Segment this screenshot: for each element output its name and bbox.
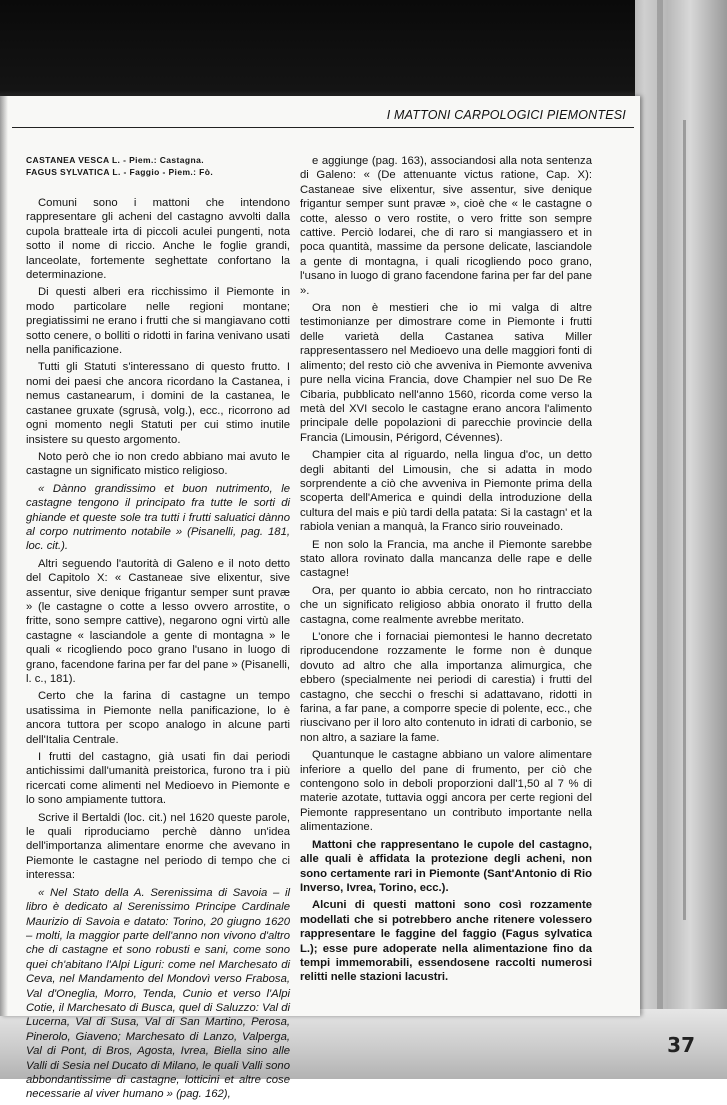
left-column <box>26 154 290 1105</box>
scan-border-right <box>635 0 727 1079</box>
page-number: 37 <box>667 1033 695 1057</box>
paragraph: e aggiunge (pag. 163), associandosi alla nota sentenza di Galeno: « (De attenuante victus ratione, Cap. X): Castaneae sive elixentur, sive assentur, sive denique frigantur semper sunt pravæ », cioè che « le castagne o cotte, alesso o vero rostite, o vero fritte son sempre cattive. Perciò lodarei, che di raro si mangiassero et in poca quantità, massime da persone delicate, lasciandole a gente di montagna, i quali ricogliendo poco grano, l'usano in luogo di grano facendone farina per far del pane ». <box>300 155 592 297</box>
paragraph: « Dànno grandissimo et buon nutrimento, le castagne tengono il principato fra tutte le sorti di ghiande et queste sole tra tutti i frutti saluatici dànno al corpo nutrimento notabile » (Pisanelli, pag. 181, loc. cit.). <box>26 482 290 553</box>
page-stack-edge <box>657 0 663 1079</box>
paragraph: L'onore che i fornaciai piemontesi le hanno decretato riproducendone rozzamente le forme non è dunque dovuto ad altro che alla importanza alimurgica, che ebbero (specialmente nei periodi di carestia) i frutti del castagno, che secchi o freschi si adattavano, ridotti in farina, a far pane, a comporre specie di polente, ecc., che riuscivano per il loro alto contenuto in idrati di carbonio, se non altro, a saziare la fame. <box>300 631 592 744</box>
paragraph: Champier cita al riguardo, nella lingua d'oc, un detto degli abitanti del Limousin, che si adatta in modo sorprendente a ciò che avveniva in Piemonte prima della scoperta dell'America e quindi della introduzione della cultura del mais e più tardi della patata: Si la castagn' et la rabiola venian a manquà, la Franco sirio rouveinado. <box>300 449 592 534</box>
species-line: CASTANEA VESCA L. - Piem.: Castagna. <box>26 155 204 165</box>
book-page <box>0 96 640 1101</box>
paragraph: Alcuni di questi mattoni sono così rozzamente modellati che si potrebbero anche ritenere volessero rappresentare le faggine del faggio (Fagus sylvatica L.); esse pure adoperate nella alimentazione fino da tempi immemorabili, essendosene raccolti numerosi relitti nelle stazioni lacustri. <box>300 899 592 984</box>
paragraph: Ora non è mestieri che io mi valga di altre testimonianze per dimostrare come in Piemonte i frutti delle varietà della Castanea sativa Miller rappresentassero nel Medioevo una delle maggiori fonti di alimento; del resto ciò che avveniva in Piemonte avveniva pure nella vicina Francia, dove Champier nel suo De Re Cibaria, pubblicato nell'anno 1560, ricorda come verso la metà del XVI secolo le castagne erano ancora l'alimento principale delle popolazioni di parecchie provincie della Francia (Limousin, Périgord, Cévennes). <box>300 302 592 444</box>
species-heading <box>26 154 290 178</box>
species-line: FAGUS SYLVATICA L. - Faggio - Piem.: Fò. <box>26 167 214 177</box>
paragraph: Scrive il Bertaldi (loc. cit.) nel 1620 queste parole, le quali riproduciamo perchè dànno un'idea dell'importanza alimentare enorme che avevano in Piemonte le castagne nel periodo di tempo che ci interessa: <box>26 811 290 882</box>
paragraph: I frutti del castagno, già usati fin dai periodi antichissimi dall'umanità preistorica, furono tra i più ricercati come alimenti nel Medioevo in Piemonte e lo sono ampiamente tuttora. <box>26 751 290 807</box>
paragraph: E non solo la Francia, ma anche il Piemonte sarebbe stato allora rovinato dalla mancanza delle rape e delle castagne! <box>300 538 592 580</box>
paragraph: Ora, per quanto io abbia cercato, non ho rintracciato che un significato religioso abbia onorato il frutto della castagna, come realmente avrebbe meritato. <box>300 584 592 626</box>
right-column <box>300 154 592 988</box>
paragraph-quote: « Nel Stato della A. Serenissima di Savoia – il libro è dedicato al Serenissimo Principe Cardinale Maurizio di Savoia e datato: Torino, 20 giugno 1620 – molti, la maggior parte dell'anno non vivono d'altro che di castagne et sono robusti e sani, come sono quei ch'abitano l'Alpi Liguri: come nel Marchesato di Ceva, nel Mandamento del Mondovì verso Frabosa, Val d'Oneglia, Morro, Tenda, Cunio et verso l'Alpi Cotie, il Marchesato di Busca, quel di Saluzzo: Val di Lucerna, Val di Susa, Val di San Martino, Perosa, Pinerolo, Giaveno; Marchesato di Lanzo, Valperga, Val di Pont, di Bros, Agosta, Ivrea, Biella sino alle Valli di Sesia nel Ducato di Milano, le quali Valli sono abbondantissime di castagne, lotticini et altre cose necessarie al viver humano » (pag. 162), <box>26 886 290 1101</box>
paragraph: Di questi alberi era ricchissimo il Piemonte in modo particolare nelle regioni montane; pregiatissimi ne erano i frutti che si mangiavano cotti sotto cenere, o bolliti o ridotti in farina venivano usati nella panificazione. <box>26 286 290 357</box>
paragraph: Quantunque le castagne abbiano un valore alimentare inferiore a quello del pane di frumento, per ciò che contengono solo in deboli proporzioni dall'1,50 al 7 % di materie azotate, tuttavia oggi ancora per certe regioni del Piemonte rappresentano un contributo importante nella alimentazione. <box>300 749 592 834</box>
running-head: I MATTONI CARPOLOGICI PIEMONTESI <box>386 108 626 122</box>
paragraph: Comuni sono i mattoni che intendono rappresentare gli acheni del castagno avvolti dalla cupola bratteale irta di piccoli aculei pungenti, nota sotto il nome di riccio. Anche le foglie grandi, lanceolate, fortemente seghettate confortano la determinazione. <box>26 197 290 282</box>
header-rule <box>12 127 634 128</box>
paragraph: Mattoni che rappresentano le cupole del castagno, alle quali è affidata la protezione degli acheni, non sono certamente rari in Piemonte (Sant'Antonio di Rio Inverso, Ivrea, Torino, ecc.). <box>300 838 592 894</box>
paragraph: Certo che la farina di castagne un tempo usatissima in Piemonte nella panificazione, lo è ancora tuttora per scopo analogo in alcune parti dell'Italia Centrale. <box>26 690 290 746</box>
page-stack-edge <box>683 120 686 920</box>
paragraph: Altri seguendo l'autorità di Galeno e il noto detto del Capitolo X: « Castaneae sive elixentur, sive assentur, sive denique frigantur semper sunt pravæ » (le castagne o cotte a lesso ovvero arrostite, o fritte, sono sempre cattive), negarono ogni virtù alle castagne « lasciandole a gente di montagna » le quali « ricogliendo poco grano l'usano in luogo di grano, facendone farina per far del pane » (Pisanelli, l. c., 181). <box>26 557 290 685</box>
paragraph: Tutti gli Statuti s'interessano di questo frutto. I nomi dei paesi che ancora ricordano la Castanea, i nemus castanearum, i domini de la castanea, le castanee gruxate (sgrusà, volg.), ecc., ricorrono ad ogni momento negli Statuti per cui stimo inutile insistere su questo argomento. <box>26 361 290 446</box>
scan-border-top <box>0 0 727 100</box>
paragraph: Noto però che io non credo abbiano mai avuto le castagne un significato mistico religioso. <box>26 450 290 478</box>
